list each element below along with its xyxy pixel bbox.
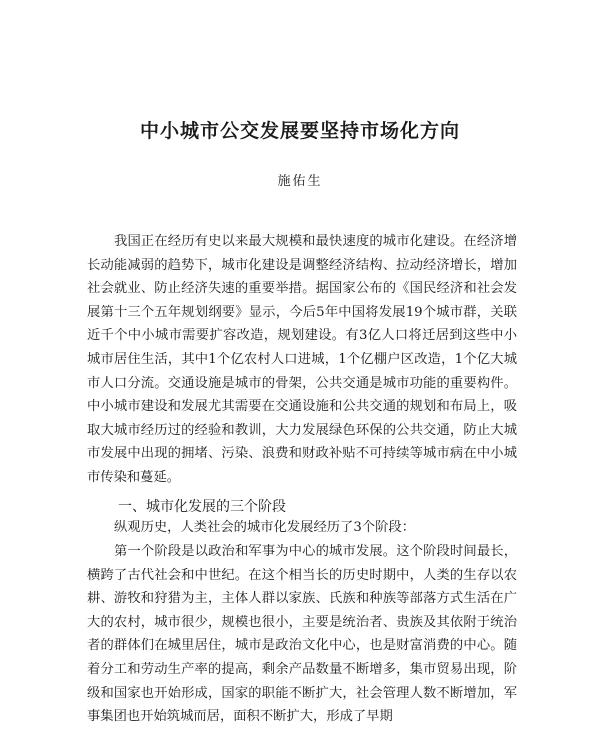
section-paragraph-2: 第一个阶段是以政治和军事为中心的城市发展。这个阶段时间最长，横跨了古代社会和中世纪。在这个相当长的历史时期中，人类的生存以农耕、游牧和狩猎为主，主体人群以家族、氏族和种族等部落方式生活在广大的农村，城市很少，规模也很小，主要是统治者、贵族及其依附于统治者的群体们在城里居住，城市是政治文化中心，也是财富消费的中心。随着分工和劳动生产率的提高，剩余产品数量不断增多，集市贸易出现，阶级和国家也开始形成，国家的职能不断扩大，社会管理人数不断增加，军事集团也开始筑城而居，面积不断扩大，形成了早期 (87, 544, 517, 725)
section-paragraph-1: 纵观历史，人类社会的城市化发展经历了3个阶段： (114, 520, 415, 535)
article-author: 施佑生 (277, 174, 323, 189)
intro-paragraph: 我国正在经历有史以来最大规模和最快速度的城市化建设。在经济增长动能减弱的趋势下，城市化建设是调整经济结构、拉动经济增长，增加社会就业、防止经济失速的重要举措。据国家公布的《国民经济和社会发展第十三个五年规划纲要》显示，今后5年中国将发展19个城市群，关联近千个中小城市需要扩容改造，规划建设。有3亿人口将迁居到这些中小城市居住生活，其中1个亿农村人口进城，1个亿棚户区改造，1个亿大城市人口分流。交通设施是城市的骨架，公共交通是城市功能的重要构件。中小城市建设和发展尤其需要在交通设施和公共交通的规划和布局上，吸取大城市经历过的经验和教训，大力发展绿色环保的公共交通，防止大城市发展中出现的拥堵、污染、浪费和财政补贴不可持续等城市病在中小城市传染和蔓延。 (87, 234, 517, 485)
article-title: 中小城市公交发展要坚持市场化方向 (139, 120, 460, 142)
section-heading: 一、城市化发展的三个阶段 (118, 499, 286, 515)
